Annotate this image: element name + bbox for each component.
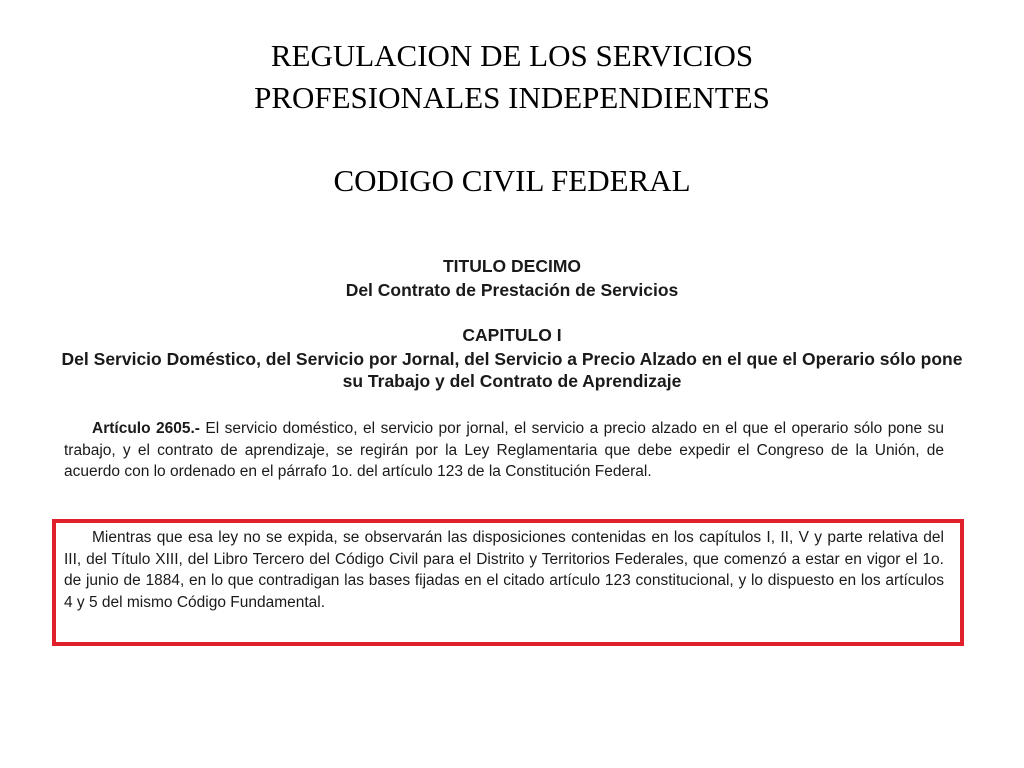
capitulo-heading: CAPITULO I — [462, 325, 562, 345]
slide-title-line-2: PROFESIONALES INDEPENDIENTES — [254, 80, 770, 115]
highlighted-paragraph: Mientras que esa ley no se expida, se observarán las disposiciones contenidas en los capítulos I, II, V y parte relativa del III, del Título XIII, del Libro Tercero del Código Civil para el Distrito y Territorios Federales, que comenzó a estar en vigor el 1o. de junio de 1884, en lo que contradigan las bases fijadas en el citado artículo 123 constitucional, y lo dispuesto en los artículos 4 y 5 del mismo Código Fundamental. — [64, 529, 944, 611]
article-label: Artículo 2605.- — [92, 420, 200, 437]
slide-title-line-1: REGULACION DE LOS SERVICIOS — [270, 38, 754, 73]
article-paragraph — [64, 418, 944, 483]
titulo-heading: TITULO DECIMO — [442, 256, 582, 276]
capitulo-description: Del Servicio Doméstico, del Servicio por Jornal, del Servicio a Precio Alzado en el que el Operario sólo pone su Trabajo y del Contrato de Aprendizaje — [61, 349, 963, 391]
slide-subtitle: CODIGO CIVIL FEDERAL — [333, 163, 691, 198]
article-text: El servicio doméstico, el servicio por jornal, el servicio a precio alzado en el que el operario sólo pone su trabajo, y el contrato de aprendizaje, se regirán por la Ley Reglamentaria que debe expedir el Congreso de la Unión, de acuerdo con lo ordenado en el párrafo 1o. del artículo 123 de la Constitución Federal. — [64, 420, 944, 480]
titulo-subheading: Del Contrato de Prestación de Servicios — [345, 280, 679, 300]
